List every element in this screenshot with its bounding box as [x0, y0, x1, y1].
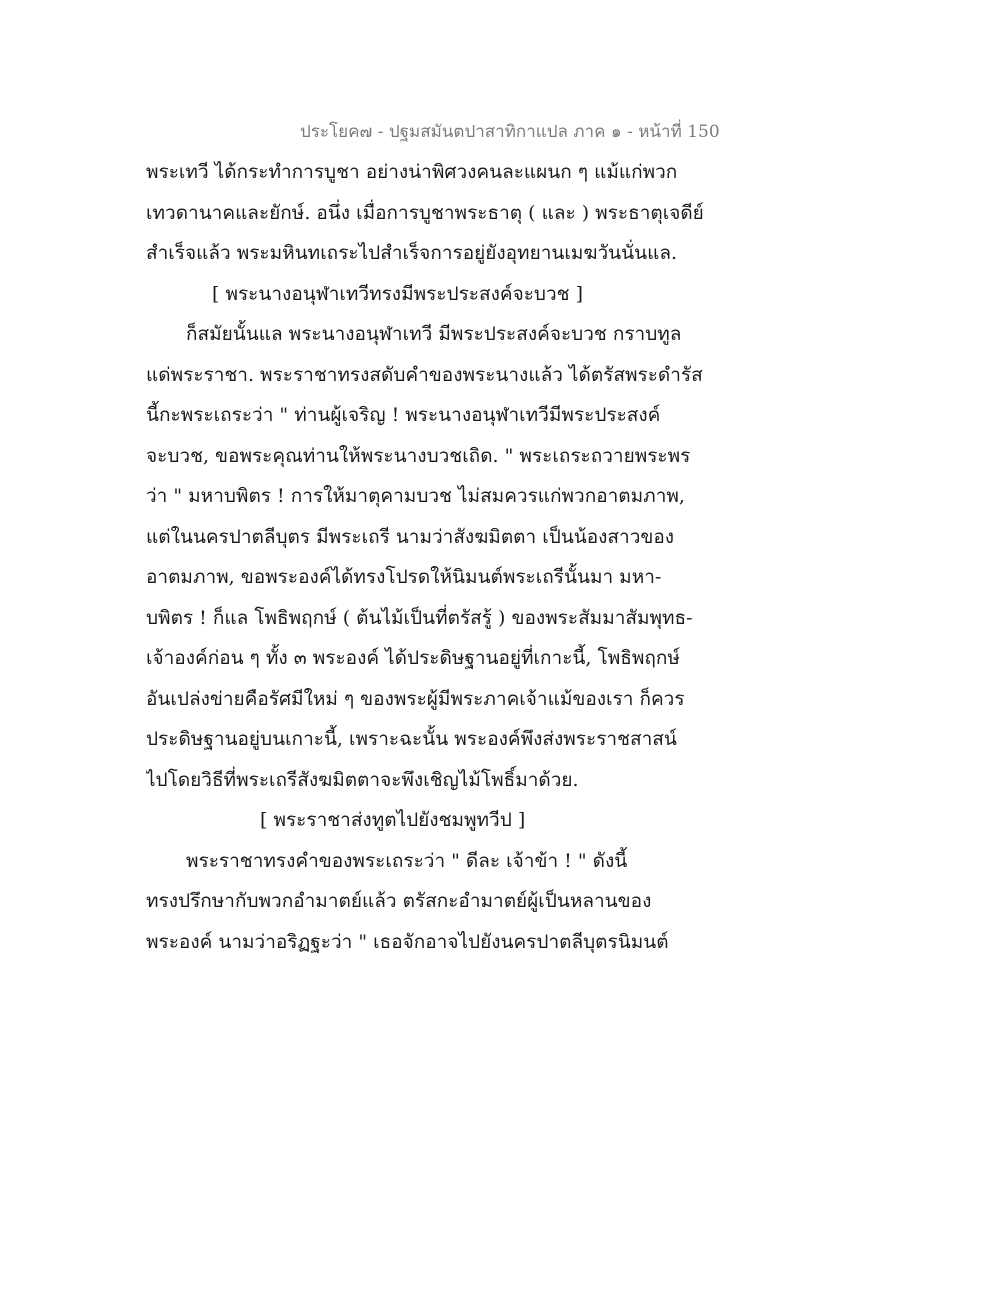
- text-line: ว่า " มหาบพิตร ! การให้มาตุคามบวช ไม่สมควรแก่พวกอาตมภาพ,: [146, 485, 685, 507]
- text-line: แต่ในนครปาตลีบุตร มีพระเถรี นามว่าสังฆมิตตา เป็นน้องสาวของ: [146, 525, 675, 548]
- text-line: ก็สมัยนั้นแล พระนางอนุฬาเทวี มีพระประสงค์จะบวช กราบทูล: [186, 323, 682, 345]
- text-line: ประดิษฐานอยู่บนเกาะนี้, เพราะฉะนั้น พระองค์พึงส่งพระราชสาสน์: [146, 728, 677, 750]
- text-line: นี้กะพระเถระว่า " ท่านผู้เจริญ ! พระนางอนุฬาเทวีมีพระประสงค์: [146, 404, 661, 426]
- section-heading: [ พระนางอนุฬาเทวีทรงมีพระประสงค์จะบวช ]: [212, 282, 584, 305]
- text-line: บพิตร ! ก็แล โพธิพฤกษ์ ( ต้นไม้เป็นที่ตรัสรู้ ) ของพระสัมมาสัมพุทธ-: [146, 606, 693, 629]
- text-line: ไปโดยวิธีที่พระเถรีสังฆมิตตาจะพึงเชิญไม้โพธิ์มาด้วย.: [146, 768, 579, 791]
- text-line: แด่พระราชา. พระราชาทรงสดับคำของพระนางแล้ว ได้ตรัสพระดำรัส: [146, 363, 703, 386]
- section-heading: [ พระราชาส่งทูตไปยังชมพูทวีป ]: [260, 809, 526, 831]
- text-line: อาตมภาพ, ขอพระองค์ได้ทรงโปรดให้นิมนต์พระเถรีนั้นมา มหา-: [146, 566, 662, 588]
- text-line: เจ้าองค์ก่อน ๆ ทั้ง ๓ พระองค์ ได้ประดิษฐานอยู่ที่เกาะนี้, โพธิพฤกษ์: [146, 647, 680, 669]
- text-line: พระเทวี ได้กระทำการบูชา อย่างน่าพิศวงคนละแผนก ๆ แม้แก่พวก: [146, 161, 678, 183]
- text-line: สำเร็จแล้ว พระมหินทเถระไปสำเร็จการอยู่ยังอุทยานเมฆวันนั่นแล.: [146, 242, 678, 264]
- text-line: พระองค์ นามว่าอริฏฐะว่า " เธอจักอาจไปยังนครปาตลีบุตรนิมนต์: [146, 930, 669, 953]
- text-line: อันเปล่งข่ายคือรัศมีใหม่ ๆ ของพระผู้มีพระภาคเจ้าแม้ของเรา ก็ควร: [146, 687, 685, 710]
- text-line: พระราชาทรงคำของพระเถระว่า " ดีละ เจ้าข้า ! " ดังนี้: [186, 849, 628, 872]
- text-line: เทวดานาคและยักษ์. อนึ่ง เมื่อการบูชาพระธาตุ ( และ ) พระธาตุเจดีย์: [146, 201, 704, 224]
- body-text: [146, 152, 706, 962]
- text-line: จะบวช, ขอพระคุณท่านให้พระนางบวชเถิด. " พระเถระถวายพระพร: [146, 444, 691, 467]
- text-line: ทรงปรึกษากับพวกอำมาตย์แล้ว ตรัสกะอำมาตย์ผู้เป็นหลานของ: [146, 890, 652, 912]
- running-header: ประโยค๗ - ปฐมสมันตปาสาทิกาแปล ภาค ๑ - หน้าที่ 150: [300, 122, 720, 142]
